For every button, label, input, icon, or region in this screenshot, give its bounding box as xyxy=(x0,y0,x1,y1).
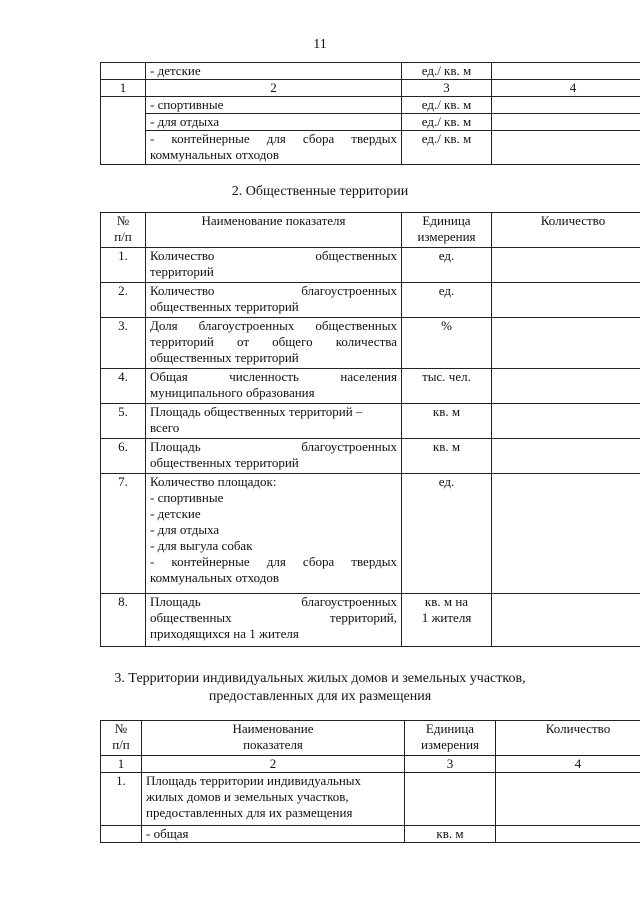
indicator-name: Площадь общественных территорий – всего xyxy=(146,404,402,439)
unit-cell: кв. м xyxy=(402,439,492,474)
header-name: Наименование показателя xyxy=(146,213,402,248)
indicator-name: Площадь благоустроенных общественных территорий xyxy=(146,439,402,474)
unit-cell: ед./ кв. м xyxy=(402,114,492,131)
header-name: Наименование показателя xyxy=(142,721,405,756)
column-number: 3 xyxy=(402,80,492,97)
unit-cell: кв. м xyxy=(402,404,492,439)
column-number: 1 xyxy=(101,80,146,97)
table-header-row xyxy=(101,213,640,248)
column-number: 2 xyxy=(142,756,405,773)
column-number: 4 xyxy=(492,80,640,97)
row-number: 4. xyxy=(101,369,146,404)
row-number: 2. xyxy=(101,283,146,318)
indicator-name: - контейнерные для сбора твердых коммунальных отходов xyxy=(146,131,402,165)
unit-cell: ед. xyxy=(402,474,492,594)
header-quantity: Количество xyxy=(496,721,640,756)
header-unit: Единица измерения xyxy=(402,213,492,248)
unit-cell: кв. м на 1 жителя xyxy=(402,594,492,647)
table-row xyxy=(101,318,640,369)
table-row xyxy=(101,63,640,80)
header-quantity: Количество xyxy=(492,213,640,248)
header-number: № п/п xyxy=(101,721,142,756)
section-3-title: 3. Территории индивидуальных жилых домов и земельных участков, предоставленных для их размещения xyxy=(114,671,526,704)
unit-cell: ед./ кв. м xyxy=(402,63,492,80)
row-number: 3. xyxy=(101,318,146,369)
row-number: 7. xyxy=(101,474,146,594)
unit-cell: ед./ кв. м xyxy=(402,131,492,165)
indicator-name: Общая численность населения муниципального образования xyxy=(146,369,402,404)
indicator-name: - спортивные xyxy=(146,97,402,114)
header-unit: Единица измерения xyxy=(405,721,496,756)
public-territories-table xyxy=(100,212,640,647)
table-row xyxy=(101,826,640,843)
unit-cell: ед./ кв. м xyxy=(402,97,492,114)
unit-cell: кв. м xyxy=(405,826,496,843)
indicator-name: Количество благоустроенных общественных территорий xyxy=(146,283,402,318)
indicator-name: Площадь благоустроенных общественных территорий, приходящихся на 1 жителя xyxy=(146,594,402,647)
row-number: 6. xyxy=(101,439,146,474)
column-number-row xyxy=(101,756,640,773)
column-number: 1 xyxy=(101,756,142,773)
page-number: 11 xyxy=(313,37,327,52)
unit-cell: % xyxy=(402,318,492,369)
table-row xyxy=(101,594,640,647)
column-number: 4 xyxy=(496,756,640,773)
unit-cell: тыс. чел. xyxy=(402,369,492,404)
indicator-name: Площадь территории индивидуальных жилых домов и земельных участков, предоставленных для их размещения xyxy=(142,773,405,826)
table-row xyxy=(101,474,640,594)
indicator-name: Доля благоустроенных общественных территорий от общего количества общественных территорий xyxy=(146,318,402,369)
table-row xyxy=(101,283,640,318)
unit-cell: ед. xyxy=(402,248,492,283)
table-row xyxy=(101,248,640,283)
row-number: 8. xyxy=(101,594,146,647)
continuation-table xyxy=(100,62,640,165)
table-row xyxy=(101,114,640,131)
indicator-name: Количество общественных территорий xyxy=(146,248,402,283)
row-number: 1. xyxy=(101,248,146,283)
row-number: 1. xyxy=(101,773,142,826)
unit-cell: ед. xyxy=(402,283,492,318)
indicator-name: - для отдыха xyxy=(146,114,402,131)
row-number: 5. xyxy=(101,404,146,439)
table-row xyxy=(101,404,640,439)
table-row xyxy=(101,97,640,114)
table-row xyxy=(101,369,640,404)
table-row xyxy=(101,131,640,165)
column-number: 2 xyxy=(146,80,402,97)
indicator-name: - общая xyxy=(142,826,405,843)
table-header-row xyxy=(101,721,640,756)
table-row xyxy=(101,773,640,826)
individual-housing-table xyxy=(100,720,640,843)
column-number: 3 xyxy=(405,756,496,773)
indicator-name: - детские xyxy=(146,63,402,80)
table-row xyxy=(101,439,640,474)
section-2-title: 2. Общественные территории xyxy=(231,184,409,199)
column-number-row xyxy=(101,80,640,97)
indicator-name: Количество площадок: - спортивные - детские - для отдыха - для выгула собак - контейнерные для сбора твердых коммунальных отходов xyxy=(146,474,402,594)
unit-cell xyxy=(405,773,496,826)
header-number: № п/п xyxy=(101,213,146,248)
